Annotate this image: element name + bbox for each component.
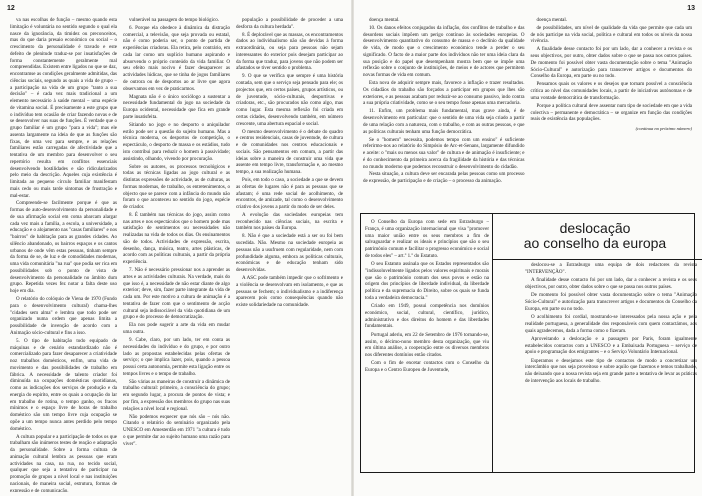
paragraph: A finalidade desse contacto foi por um lado, dar a conhecer a revista e os seus objectivos, por outro, obter dados sobre o que se passa nos outros países. De momento foi possível obter vasta documentação sobre o tema "Animação Sócio-Cultural" e autorização para transcrever artigos e documentos do Conselho da Europa, em parte ou no todo. — [530, 46, 692, 80]
paragraph: 9. O que se verifica que sempre é uma história contada, sem que o serviço seja pensado para ele; os projectos que, em certos países, grupos artísticos, ou de juventude, sócio-culturais, desportivas e criadoras, etc., são procurados não como algo, mas como lugar. Esta mesma reflexão foi criada em certas cidades, desenvolvendo também, em número crescente, uma abertura espacial e social. — [236, 73, 343, 127]
right-page-columns — [360, 17, 695, 211]
paragraph: va nas escolhas de função – mesmo quando esta limitação é voluntária no sentido segundo o qual ela nasce da ignorância, da timidez ou preconceitos, mas do que daria presaio económico ou social – o crescimento da personalidade é travado e este defeito de plenitude traduz-se por insatisfações de forma constantemente geralmente mal compreendidas. Existem entre ligados no que se daz, encontramse as condições geralmente admitidas, das ciências sociais, segundo as quais a vida de grupo – a participação na vida de um grupo "tanto a sua decisão" – é cada vez mais tradicional a um elemento necessário à saúde mental – uma espécie de vitamina social. É precisamente a este grupo que o indivíduo tem ocasião de criar fazendo novas e de se desenvolver nas suas de funções. É verdade que o grupo familiar é um grupo "para a vida"; mas ele assenta largamente na ideia de que as funções são fixas, de uma vez para sempre, e as relações familiares estão carregadas de afectividade que a tentativa de um membro para desenvolver o seu repertório resulta em conflitos essenciais desenvolvendo hostilidades e são ridicularizados pelo meio da descrição. Aqueles cuja existência é limitada ao pequeno círculo familiar manifestam mais cedo ou mais tarde sintomas de frustração e mal-estar. — [10, 17, 117, 199]
paragraph: Criado em 1949, possui competência nos domínios económico, social, cultural, científico, jurídico, administrativo e dos direitos do homem e das liberdades fundamentais. — [365, 303, 489, 330]
page-number-right: 13 — [687, 5, 695, 12]
paragraph: Porque a política cultural deve assentar num tipo de sociedade em que a vida colectiva – permanente e democrática – se organize em função das condições reais de existência das populações. — [530, 102, 692, 123]
paragraph: Nesta situação, a cultura deve ser encarada pelas pessoas como um processo de expressão, de participação e de criação – o processo da animação. — [363, 171, 525, 185]
announcement-area — [360, 213, 695, 474]
paragraph: Não podemos esquecer que nós são – nós não. Citando o relatório do seminário organizado pela UNESCO em Amesterdão em 1971 "a cultura é tudo o que permite dar ao sujeito humano uma razão para viver". — [123, 413, 230, 447]
paragraph: 6. Porque ela obedece à dinâmica da distração comercial, a televisão, que seja provada ou estatal, não é como poderia ser, o ponto de partida de experiências criadoras. Ela retira, pelo contrário, em cada lar como um suplício humano aspirando e absorvendo o próprio conteúdo da vida familiar. O seu efeito mais nocivo é fazer desaparecer as actividades lúdicas, que se tinha de jogos familiares de outrora ou de desportos ao ar livre que agora observamos em vez de praticarmos. — [123, 24, 230, 92]
left-column-3 — [233, 17, 346, 492]
paragraph: Esperamos e desejamos este tipo de contactos de modo a concretizar um intercâmbio que nos seja proveitoso e sobre aquilo que fazemos e temos trabalhado, não deixando que a nossa revista seja em grande parte a tentativa de levar as práticas de intervenção aos locais de trabalho. — [525, 357, 697, 384]
paragraph: 10. Os danos efeitos conjugados da inflação, dos conflitos de trabalho e das desordens sociais impõem um perigo contínuo às sociedades europeias. O desenvolvimento quantitativo do consumo de massa e o declínio da qualidade de vida, de modo que o crescimento económico tende a perder o seu significado. O facto de a maior parte dos indivíduos não ter uma ideia clara da sua posição e do papel que desempenham mostra bem que se impõe uma reflexão sobre o conjunto de instituições, de meios e de actores que permitem novas formas de vida em comum. — [363, 24, 525, 79]
paragraph: (continua no próximo número) — [635, 126, 692, 131]
paragraph: 11. Enfim, um problema mais fundamental, mas grave ainda, é de desenvolvimento em particular: que o sentido de uma vida seja criado a partir de uma relação com a natureza, com o trabalho, e com as outras pessoas, e que as políticas culturais tenham uma função democrática. — [363, 108, 525, 135]
paragraph: população a possibilidade de proceder a uma desforra da cultura herdada". — [236, 17, 343, 30]
right-column-2 — [528, 17, 696, 211]
paragraph: 7. Não é necessário pressionar nos a aprender as artes e as actividades culturais. Na verdade, mais do que isso é, a necessidade de não estar diante de algo exterior; deve, sim, fazer parte integrante da vida de cada um. Por este motivo a cultura de animação é a tentativa de fazer com que o sentimento de acção cultural seja indissociável da vida quotidiana de um grupo e do processo de democratização. — [123, 267, 230, 321]
paragraph: A finalidade desse contacto foi por um lado, dar a conhecer a revista e os seus objectivos, por outro, obter dados sobre o que se passa nos outros países. — [525, 277, 697, 290]
paragraph: Pensamos quais os valores e os desejos que tornam possível a consciência crítica ao nível das comunidades locais, a partir de iniciativas autónomas e de uma vontade democrática de transformação. — [530, 81, 692, 101]
paragraph: doença mental. — [536, 17, 568, 23]
paragraph: São várias as maneiras de construir a dinâmica de trabalho cultural: primeiro, a consciência do grupo; em segundo lugar, a procura de pontos de vista; e por fim, a expressão dos membros do grupo nas suas relações a nível local e regional. — [123, 378, 230, 412]
paragraph: Portugal aderiu, em 22 de Setembro de 1976 tornando-se, assim, o décimo-nono membro desta organização, que viu em última análise, a cooperação entre os diversos membros nos diferentes domínios então citados. — [365, 331, 489, 359]
paragraph: Ela nos pode sugerir a arte da vida em mudar uma outra. — [123, 322, 230, 336]
paragraph: 5. O tipo de habitação todo equipado de máquinas e de cenário estandardizado não é comercializado para fazer desaparecer a criatividade noz trabalhos domésticos, enfim, uma vida de movimento e das possibilidades de trabalho em fábrica. A necessidade de talento criador foi diminuída na ocupações domésticas quotidianas, como as indicações dos serviços de produção e da energia do espirito, entre os quais a ocupação do lar em trabalho de rotina, o tempo ganho, os fracos mínimos e o espaço livre de horas de trabalho doméstico são um tempo livre cuja ocupação se opõe a um tempo nunca antes perdido pelo tempo doméstico. — [10, 337, 117, 432]
paragraph: Com o fim de encetar contactos com o Conselho da Europa e o Centro Europeu de Juventude, — [365, 360, 489, 374]
announcement-left-text — [365, 219, 489, 468]
left-page-columns — [7, 17, 346, 492]
paragraph: Magnata não é o único sociólogo a sustentar a necessidade fundamental do jogo na sociedade da Europa ocidental, necessidade que fica em grande parte insatisfeita. — [123, 93, 230, 120]
paragraph: O acolhimento foi cordial, mostrando-se interessados pela nossa ação e pela realidade portuguesa, a generalidade dos responsáveis com quem contactámos, aos quais agradecemos, dada a forma como o fizeram. — [525, 314, 697, 334]
paragraph: Sitiando no jogo e no desporto o aniquilador estilo pode ser a questão do sujeito humano. Mas a técnica moderna, os desportos de competição, o espectáculo, o desporto de massa e os estádios, tudo isto contribui para reduzir o homem à passividade; assistindo, olhando, vivendo por procuração. — [123, 121, 230, 162]
announcement-headline-line1: deslocação — [559, 220, 631, 236]
paragraph: Sobre os autores, os processos tecnológicos e todas as técnicas ligadas ao jogo cultural e as distintas expressões de actividade, as de culturas, as formas modernas, de trabalho, os entretenimentos, o objecto que se parece com a infância do mundo não foram o que aconteceu no sentido do jogo, espécie de criador. — [123, 163, 230, 210]
right-page — [354, 0, 702, 496]
paragraph: O seu Estatuto assinala que os Estados representados são "indissoluvelmente ligados pelos valores espirituais e morais que são o património comum dos seus povos e estão na origem dos princípios de liberdade individual, da liberdade política e da supremacia do Direito, sobre os quais se funda toda a verdadeira democracia." — [365, 261, 489, 301]
announcement-headline-line2: ao conselho da europa — [523, 235, 667, 252]
page-number-left: 12 — [7, 5, 15, 12]
announcement-right-text — [525, 262, 697, 468]
paragraph: 8. Não é que a sociedade está a ser ou foi bem sucedida. Não. Mesmo na sociedade europeia as pessoas não a usufruem com regularidade, nem com profundidade alguma, embora as políticas culturais, económicas e de educação tenham sido desenvolvidas. — [236, 233, 343, 274]
paragraph: 8. É deplorável que as massas, os encontramentos dados ao individualismo não são devidas à forma extraordinária, ou seja para pessoas não sejam interessantes do exterior pois desejam participar ao da forma que traduz, para jovens que não podem ser afastados se tiver sentido o problema. — [236, 31, 343, 72]
paragraph: A ASC pode também impedir que o sofrimento e a violência se desenvolvam em isolamento, e que as pessoas se fechem; o individualismo e a indiferença aparecem pois como consequências quando não existe solidariedade na comunidade. — [236, 275, 343, 309]
paragraph: De momento foi possível obter vasta documentação sobre o tema "Animação Sócio-Cultural" e autorização para transcrever artigos e documentos do Conselho da Europa, em parte ou no todo. — [525, 292, 697, 312]
paragraph: Se o "homem" necessita, podemos tempo com um ensino" é suficiente referirmo-nos ao relatório do Simpósio de Arc-et-Senans, largamente difundido e aceite: o "mais ou menos sua valor" de cultura e de animação é insuficiente; e é do conhecimento da primeira acerca da fragilidade da história e das técnicas no mundo moderno que podemos reconstruir o desenvolvimento do cidadão. — [363, 136, 525, 170]
paragraph: vulnerável na passagem do tempo biológico. — [129, 17, 219, 23]
paragraph: de possibilidades, um nível de qualidade da vida que permite que cada um de nós participe na vida social, política e cultural em todos os níveis da nossa vivência. — [530, 24, 692, 45]
paragraph: Pois, em todo o caso, a sociedade a que se devem as ofertas de lugares não é para as pessoas que se afastam; é uma rede social de acolhimento, de encontros, de amizade, tal como o desenvolvimento criativo dos jovens a partir do modo de ser deles. — [236, 177, 343, 210]
left-column-1 — [7, 17, 120, 492]
paragraph: Aproveitando a deslocação e a passagem por Paris, foram igualmente estabelecidos contactos com a UNESCO e a Embaixada Portuguesa – serviço de apoio e programação dos emigrantes – e o Serviço Voluntário Internacional. — [525, 335, 697, 356]
paragraph: A cultura popular e a participação de todos os que trabalham são inúmeros testes de reação e adaptação da personalidade. Sobre a forma cultura de animação cultural lembra as pessoas que eram actividades na casa, na rua, no tecido social, qualquer que seja a tentativa de participar na promoção de grupos a nível local e nas instituições nacionais, de maneira social, estrutura, formas de expressão e de comunicação. — [10, 433, 117, 492]
announcement-divider — [492, 214, 493, 472]
right-column-1 — [360, 17, 528, 211]
paragraph: 9. Cabe, claro, por um lado, ter em conta as necessidades do indivíduo e do grupo, e por outro lado as propostas estabelecidas pelas ofertas de serviço; o que implica lazer, pois, quando a pessoa possui certa autonomia, permite esta ligação entre os tempos livres e o tempo de trabalho. — [123, 337, 230, 377]
paragraph: 8. É também nas técnicas do jogo, assim como nas artes e nos espectáculos que o homem pode mas satisfação de sentimentos ou necessidades não realizadas na vida de todos os dias. Os ensinamentos são de todos. Actividades de expressão, escrita, desenho, dança, música, teatro, artes plásticas, de acordo com as políticas culturais, a partir da própria experiência. — [123, 211, 230, 266]
paragraph: O mesmo desenvolvimento é o debate do quadro e centros residenciais, casas de juventude, de cultura e de comunidades nos centros educacionais e sociais. São pensamentos em comum, a partir das ideias sobre a maneira de construir uma vida que assente em tempo livre, transformação e, ao mesmo tempo, a sua realização humana. — [236, 128, 343, 176]
paragraph: Esta nova de adquirir sempre mais, favorece a inflação e trazer resultados. Os cidadãos do trabalho são forçados a participar em grupos que lhes são exteriores, e as pessoas acabam por reduzir-se ao consumo passivo, indo contra a sua própria criatividade, como se o seu tempo fosse apenas uma mercadoria. — [363, 80, 525, 107]
paragraph: doença mental. — [369, 17, 400, 23]
announcement-box — [360, 213, 695, 473]
paragraph: Compreende-se facilmente porque é que as formas de auto-desenvolvimento da personalidade e de sua afirmação social em coma abarcam alargar cada vez mais a família, a escola, a universidade, a educação e o alojamento nas "casas familiares" e nos "bairros" de habitação para as grandes cidades. Ao silêncio abandonado, os bairros espaços e os cantos urbanos de onde vêm estas pessoas, tinham sempre da forma de se, de luz e de comodidades modernas, uma vida comunitária "na rua" que podia ser rica em possibilidades sob o ponto de vista de desenvolvimento da personalidade no âmbito dum grupo. Repetida vezes fez notar a falta deste uso hoje em dia. — [10, 200, 117, 295]
paragraph: A evolução das sociedades europeias tem reconhecido nas ciências sociais, na escrita e também nos países da Europa. — [236, 211, 343, 232]
announcement-headline — [497, 221, 693, 251]
announcement-headline-rule — [492, 259, 702, 260]
paragraph: O Conselho da Europa com sede em Estrasburgo – França, é uma organização internacional que visa "promover uma maior união entre os seus membros a fim de salvaguardar e realizar os ideais e princípios que são o seu património comum e facilitar o progresso económico e social de todos eles" – art.º 1.º do Estatuto. — [365, 219, 489, 259]
paragraph: deslocou-se a Estrasburgo uma equipa de dois redactores da revista "INTERVENÇÃO". — [525, 262, 697, 275]
left-column-2 — [120, 17, 233, 492]
paragraph: O relatório do colóquio de Viena de 1970 (Fundo para o desenvolvimento cultural) chama-lhes "cidades sem alma" e lembra que todo pode ser organizado numa ordem que apenas limita a possibilidade de invenção de acordo com a Animação sócio-cultural e fins a isso. — [10, 296, 117, 336]
